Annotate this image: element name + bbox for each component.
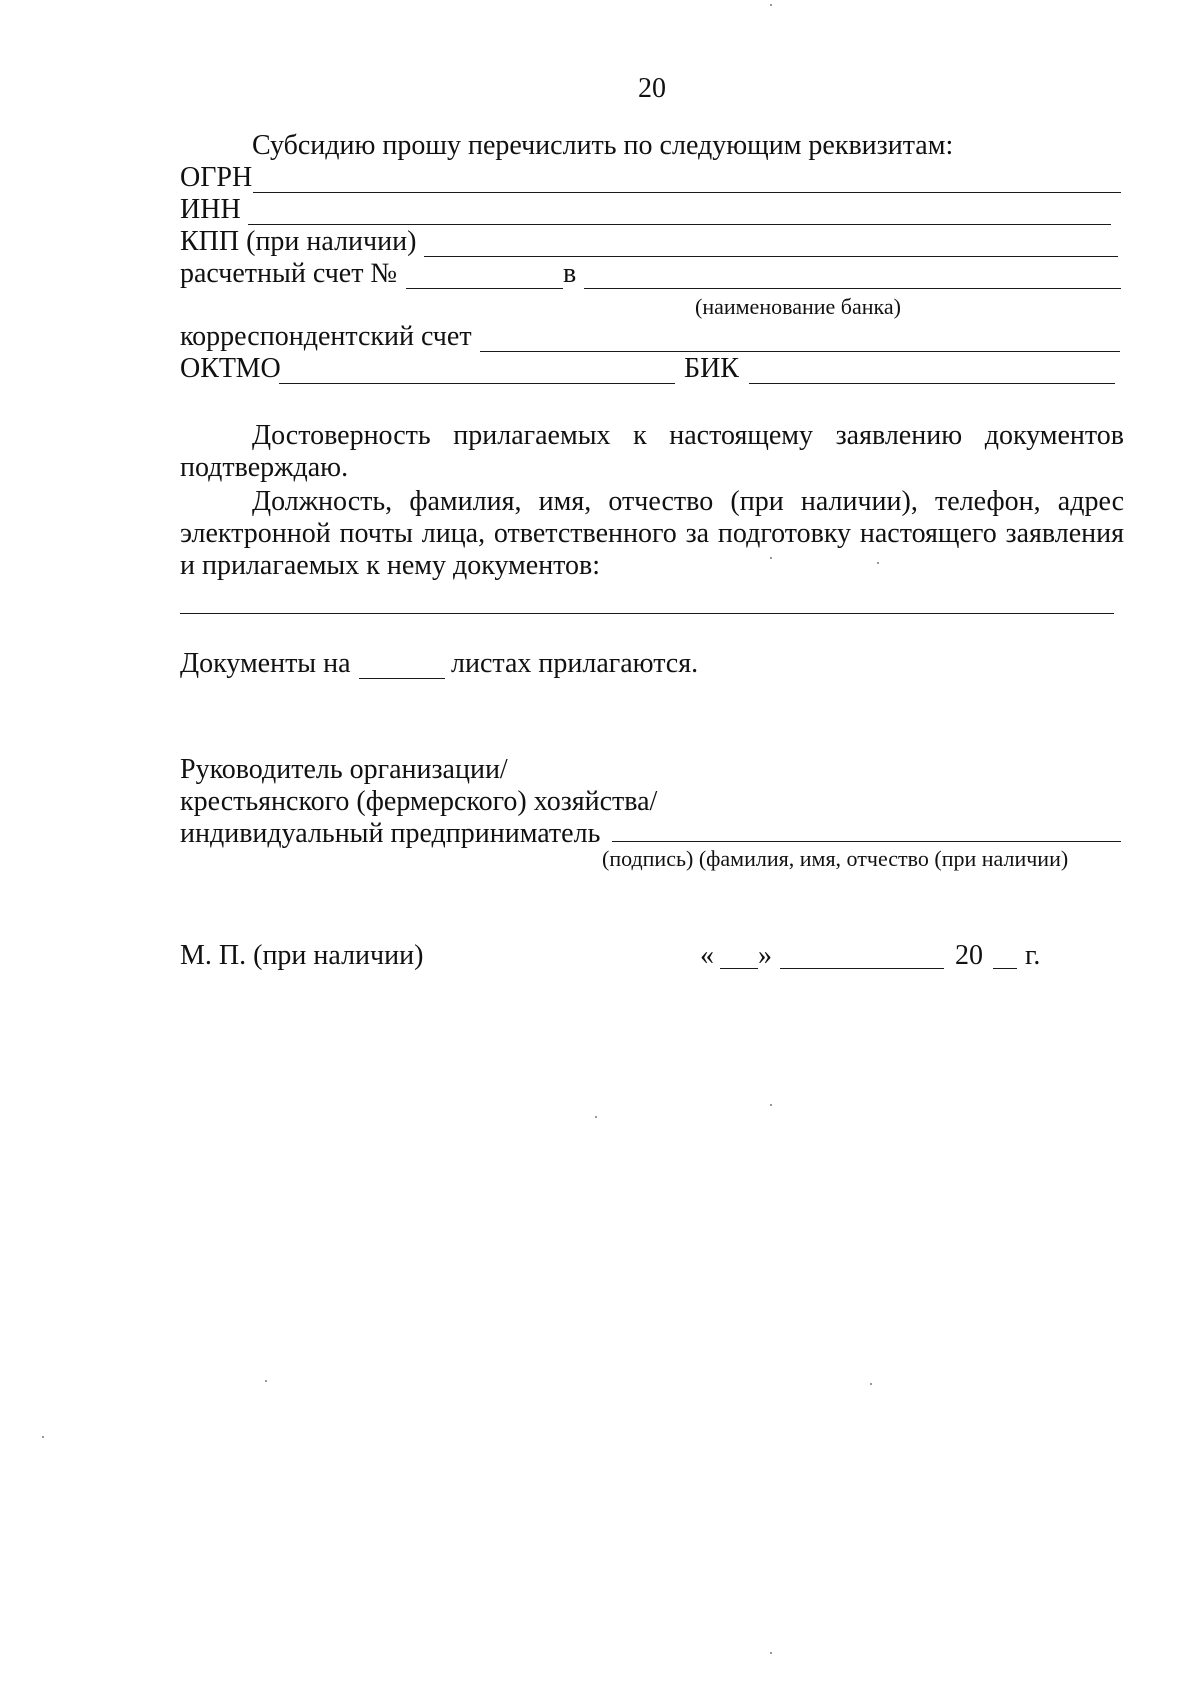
inn-label: ИНН <box>180 194 241 225</box>
bik-label: БИК <box>684 353 739 384</box>
responsible-person-line[interactable] <box>180 613 1114 614</box>
oktmo-field-line[interactable] <box>279 383 675 384</box>
bank-name-line[interactable] <box>584 288 1121 289</box>
scan-speck <box>870 1383 872 1385</box>
responsible-paragraph-line1: Должность, фамилия, имя, отчество (при наличии), телефон, адрес <box>252 486 1124 517</box>
in-bank-label: в <box>563 258 577 289</box>
scan-speck <box>877 562 879 564</box>
oktmo-label: ОКТМО <box>180 353 281 384</box>
confirm-paragraph-line1: Достоверность прилагаемых к настоящему заявлению документов <box>252 420 1124 451</box>
scan-speck <box>595 1116 597 1118</box>
date-year-line[interactable] <box>993 968 1017 969</box>
documents-prefix: Документы на <box>180 648 351 679</box>
date-quote-close: » <box>758 940 772 971</box>
scan-speck <box>770 1652 772 1654</box>
confirm-paragraph-line2: подтверждаю. <box>180 452 349 483</box>
scan-speck <box>770 557 772 559</box>
ogrn-field-line[interactable] <box>253 192 1121 193</box>
scan-speck <box>770 1104 772 1106</box>
kpp-label: КПП (при наличии) <box>180 226 417 257</box>
date-month-line[interactable] <box>780 968 944 969</box>
ogrn-label: ОГРН <box>180 162 253 193</box>
signature-line[interactable] <box>612 841 1121 842</box>
date-quote-open: « <box>700 940 714 971</box>
responsible-paragraph-line2: электронной почты лица, ответственного за подготовку настоящего заявления <box>180 518 1124 549</box>
bik-field-line[interactable] <box>749 383 1115 384</box>
responsible-paragraph-line3: и прилагаемых к нему документов: <box>180 550 601 581</box>
intro-text: Субсидию прошу перечислить по следующим реквизитам: <box>252 130 954 161</box>
scan-speck <box>265 1380 267 1382</box>
date-year-prefix: 20 <box>955 940 983 971</box>
documents-suffix: листах прилагаются. <box>451 648 699 679</box>
documents-count-line[interactable] <box>359 678 445 679</box>
date-day-line[interactable] <box>720 968 758 969</box>
date-year-suffix: г. <box>1025 940 1041 971</box>
account-label: расчетный счет № <box>180 258 398 289</box>
bank-name-caption: (наименование банка) <box>695 294 901 319</box>
stamp-label: М. П. (при наличии) <box>180 940 424 971</box>
scan-speck <box>42 1436 44 1438</box>
kpp-field-line[interactable] <box>424 256 1118 257</box>
inn-field-line[interactable] <box>248 224 1111 225</box>
signatory-line1: Руководитель организации/ <box>180 754 508 785</box>
signature-caption: (подпись) (фамилия, имя, отчество (при наличии) <box>602 846 1069 871</box>
signatory-line2: крестьянского (фермерского) хозяйства/ <box>180 786 658 817</box>
signatory-line3: индивидуальный предприниматель <box>180 818 601 849</box>
corr-account-line[interactable] <box>480 351 1120 352</box>
page-number: 20 <box>638 73 666 104</box>
corr-account-label: корреспондентский счет <box>180 321 472 352</box>
scan-speck <box>770 4 772 6</box>
account-number-line[interactable] <box>406 288 563 289</box>
